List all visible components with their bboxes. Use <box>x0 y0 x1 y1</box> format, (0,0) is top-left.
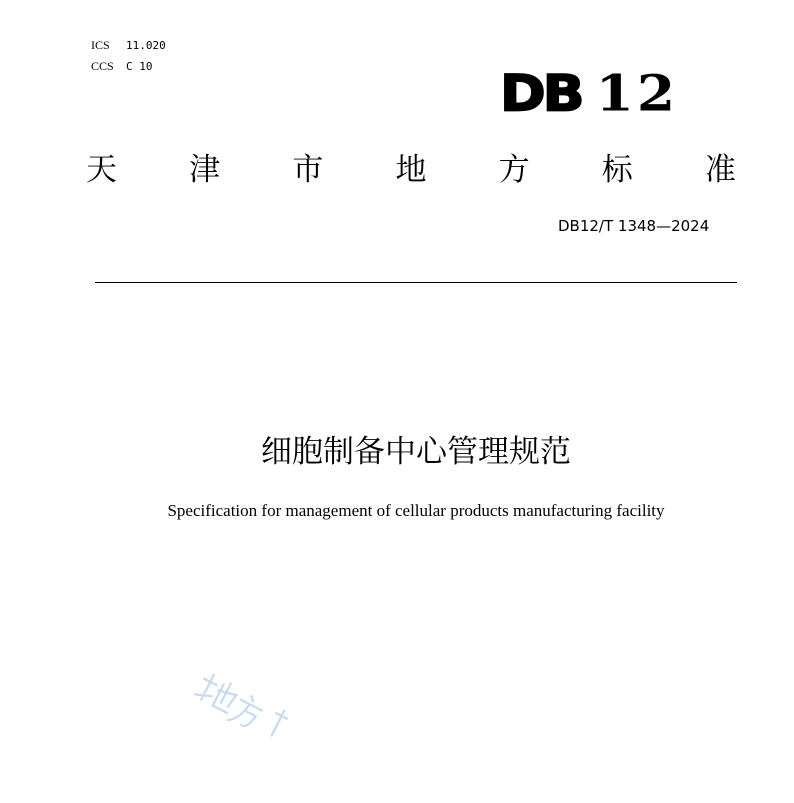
ccs-label: CCS <box>91 59 114 73</box>
standard-type-char: 地 <box>395 152 427 188</box>
standard-type-char: 市 <box>292 152 324 188</box>
standard-type-char: 准 <box>704 152 736 188</box>
standard-type-char: 方 <box>498 152 530 188</box>
logo-prefix: DB <box>500 64 582 123</box>
watermark-glyphs <box>164 668 312 803</box>
ics-label: ICS <box>91 38 110 52</box>
db-logo <box>500 62 678 125</box>
logo-number: 12 <box>595 63 679 123</box>
ccs-code <box>91 59 153 74</box>
standard-number: DB12/T 1348—2024 <box>558 217 710 235</box>
ics-value: 11.020 <box>126 39 166 52</box>
ics-code <box>91 38 166 53</box>
standard-type-heading <box>86 150 736 190</box>
standard-type-char: 标 <box>601 152 633 188</box>
ccs-value: C 10 <box>126 60 153 73</box>
standard-type-char: 津 <box>189 152 221 188</box>
document-title-chinese: 细胞制备中心管理规范 <box>261 434 571 470</box>
standard-type-char: 天 <box>86 152 117 188</box>
watermark <box>164 668 312 803</box>
header-divider <box>95 282 737 283</box>
document-title-english: Specification for management of cellular products manufacturing facility <box>167 501 665 520</box>
